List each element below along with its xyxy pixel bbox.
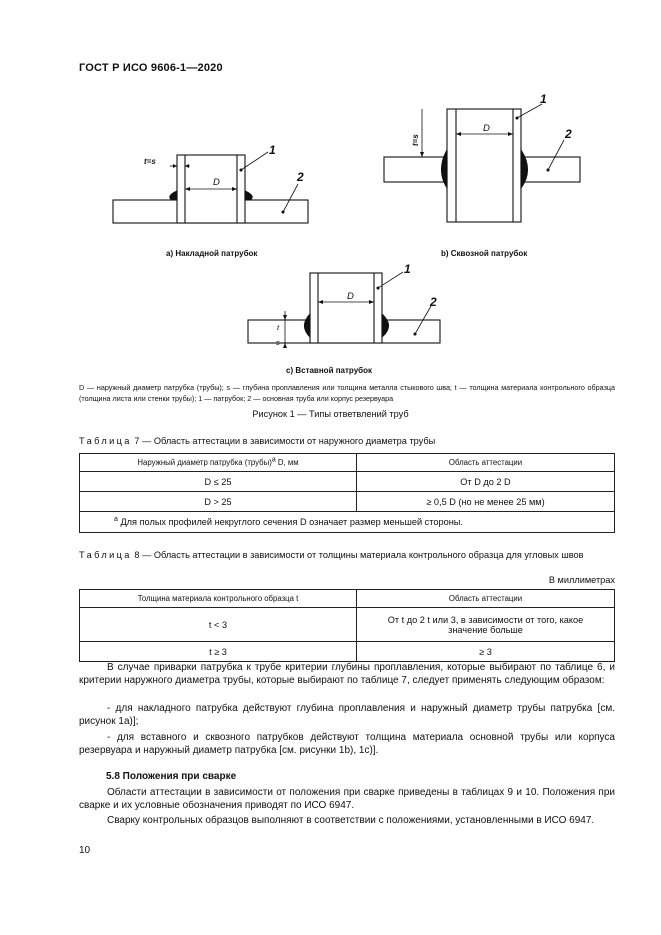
table-7-number: 7 [134, 436, 140, 446]
table-cell: t ≥ 3 [80, 642, 357, 662]
label-2-c: 2 [430, 295, 437, 309]
figure-a-set-on-branch [113, 152, 308, 223]
table-8-title [79, 550, 615, 561]
label-1-a: 1 [269, 143, 276, 157]
figure-title: Рисунок 1 — Типы ответвлений труб [252, 409, 409, 419]
caption-b: b) Сквозной патрубок [441, 249, 528, 258]
table-7-header-col1 [80, 454, 357, 472]
table-7-label: Таблица [79, 436, 132, 446]
standard-header: ГОСТ Р ИСО 9606-1—2020 [79, 62, 223, 74]
label-2-a: 2 [297, 170, 304, 184]
label-t-eq-s-vertical: t=s [411, 134, 420, 146]
table-7-footnote-row [80, 512, 615, 533]
caption-c: c) Вставной патрубок [286, 366, 372, 375]
footnote-text: Для полых профилей некруглого сечения D означает размер меньшей стороны. [117, 517, 463, 527]
table-8-title-text: — Область аттестации в зависимости от толщины материала контрольного образца для угловых швов [142, 550, 584, 560]
figure-c-set-in-branch [248, 272, 440, 348]
section-heading-5-8: 5.8 Положения при сварке [106, 771, 237, 782]
paragraph-set-in-through: - для вставного и сквозного патрубков действуют толщина материала основной трубы или корпуса резервуара и наружный диаметр патрубка [см. рисунки 1b), 1c)]. [79, 732, 615, 757]
table-7-footnote [80, 512, 615, 533]
table-row [80, 492, 615, 512]
caption-a: a) Накладной патрубок [166, 249, 258, 258]
label-1-c: 1 [404, 262, 411, 276]
label-t-c: t [277, 323, 280, 332]
figure-1-drawing [0, 0, 661, 380]
figure-b-set-through-branch [384, 104, 580, 222]
table-8-label: Таблица [79, 550, 132, 560]
table-8-units: В миллиметрах [548, 575, 615, 585]
page-number: 10 [79, 845, 91, 856]
table-7-title [79, 436, 615, 447]
table-7 [79, 453, 615, 533]
table-cell: t < 3 [80, 608, 357, 642]
table-cell: D > 25 [80, 492, 357, 512]
footnote-mark: a [114, 515, 118, 523]
table-7-header-col2: Область аттестации [357, 454, 615, 472]
table-cell: ≥ 3 [357, 642, 615, 662]
paragraph-positions: Области аттестации в зависимости от положения при сварке приведены в таблицах 9 и 10. Положения при сварке и их условные обозначения приводят по ИСО 6947. [79, 787, 615, 812]
table-row [80, 642, 615, 662]
paragraph-set-on: - для накладного патрубка действуют глубина проплавления и наружный диаметр трубы патрубка [см. рисунок 1а)]; [79, 703, 615, 728]
table-row [80, 472, 615, 492]
table-8-header-col1: Толщина материала контрольного образца t [80, 590, 357, 608]
table-8 [79, 589, 615, 662]
table-cell: От D до 2 D [357, 472, 615, 492]
label-s-c: s [276, 338, 280, 347]
figure-legend: D — наружный диаметр патрубка (трубы); s — глубина проплавления или толщина металла стыкового шва; t — толщина материала контрольного образца (толщина листа или стенки трубы); 1 — патрубок; 2 — основная труба или корпус резервуара [79, 383, 615, 403]
label-2-b: 2 [565, 127, 572, 141]
table-row [80, 608, 615, 642]
table-7-header-footnote-mark: a [271, 456, 276, 464]
paragraph-branch-criteria: В случае приварки патрубка к трубе критерии глубины проплавления, которые выбирают по таблице 6, и критерии наружного диаметра трубы, которые выбирают по таблице 7, следует применять следующим образом: [79, 662, 615, 687]
table-7-header-col1-unit: D, мм [275, 458, 299, 467]
table-8-number: 8 [134, 550, 140, 560]
table-7-header-col1-text: Наружный диаметр патрубка (трубы) [137, 458, 272, 467]
label-t-eq-s: t=s [144, 157, 156, 166]
table-8-header-col2: Область аттестации [357, 590, 615, 608]
label-1-b: 1 [540, 92, 547, 106]
label-d-a: D [213, 177, 220, 188]
label-d-b: D [483, 123, 490, 134]
table-7-title-text: — Область аттестации в зависимости от наружного диаметра трубы [142, 436, 436, 446]
table-cell: От t до 2 t или 3, в зависимости от того, какое значение больше [357, 608, 615, 642]
table-cell: ≥ 0,5 D (но не менее 25 мм) [357, 492, 615, 512]
table-cell: D ≤ 25 [80, 472, 357, 492]
paragraph-test-pieces: Сварку контрольных образцов выполняют в соответствии с положениями, установленными в ИСО 6947. [107, 815, 595, 826]
label-d-c: D [347, 291, 354, 302]
